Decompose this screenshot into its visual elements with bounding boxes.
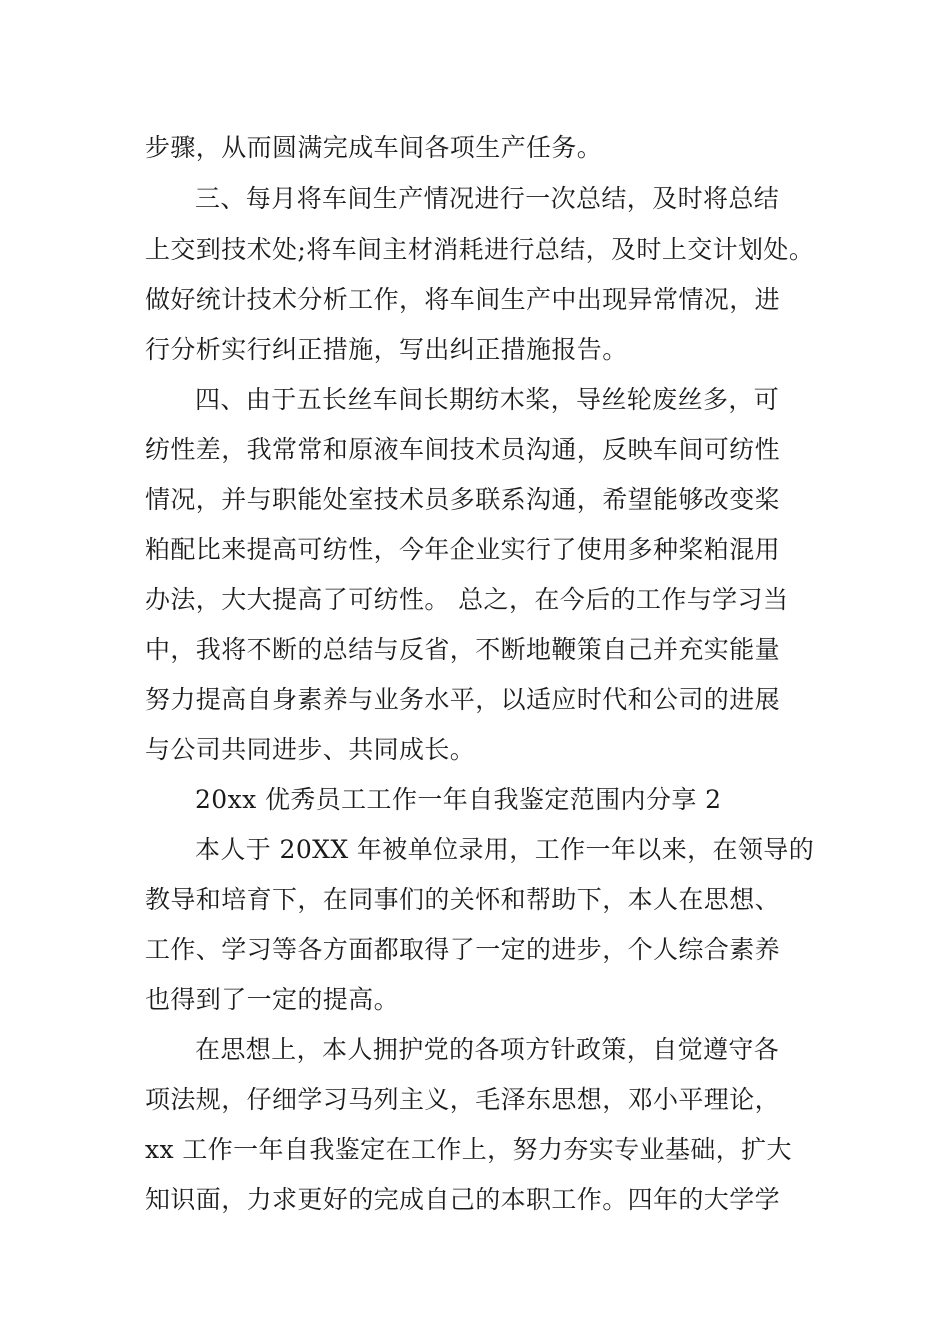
text-line: 粕配比来提高可纺性，今年企业实行了使用多种桨粕混用 [145, 535, 781, 564]
text-line: 行分析实行纠正措施，写出纠正措施报告。 [145, 335, 628, 364]
text-line: 也得到了一定的提高。 [145, 985, 400, 1014]
text-line: 做好统计技术分析工作，将车间生产中出现异常情况，进 [145, 285, 781, 314]
text-line: 中，我将不断的总结与反省，不断地鞭策自己并充实能量 [145, 635, 781, 664]
text-line: 情况，并与职能处室技术员多联系沟通，希望能够改变桨 [145, 485, 781, 514]
text-line: 项法规，仔细学习马列主义，毛泽东思想，邓小平理论， [145, 1085, 781, 1114]
text-line: 步骤，从而圆满完成车间各项生产任务。 [145, 133, 603, 162]
text-line: 努力提高自身素养与业务水平，以适应时代和公司的进展 [145, 685, 781, 714]
text-line: 与公司共同进步、共同成长。 [145, 735, 476, 764]
text-line: 纺性差，我常常和原液车间技术员沟通，反映车间可纺性 [145, 435, 781, 464]
text-line: 三、每月将车间生产情况进行一次总结，及时将总结 [195, 184, 780, 213]
section-heading: 20xx 优秀员工工作一年自我鉴定范围内分享 2 [195, 785, 722, 814]
text-line: 上交到技术处;将车间主材消耗进行总结，及时上交计划处。 [145, 235, 815, 264]
text-line: 本人于 20XX 年被单位录用，工作一年以来，在领导的 [195, 835, 815, 864]
text-line: xx 工作一年自我鉴定在工作上，努力夯实专业基础，扩大 [145, 1135, 792, 1164]
text-line: 四、由于五长丝车间长期纺木桨，导丝轮废丝多，可 [195, 385, 780, 414]
text-line: 知识面，力求更好的完成自己的本职工作。四年的大学学 [145, 1185, 781, 1214]
text-line: 办法，大大提高了可纺性。 总之，在今后的工作与学习当 [145, 585, 789, 614]
text-line: 工作、学习等各方面都取得了一定的进步，个人综合素养 [145, 935, 781, 964]
text-line: 教导和培育下，在同事们的关怀和帮助下，本人在思想、 [145, 885, 781, 914]
text-line: 在思想上，本人拥护党的各项方针政策，自觉遵守各 [195, 1035, 780, 1064]
